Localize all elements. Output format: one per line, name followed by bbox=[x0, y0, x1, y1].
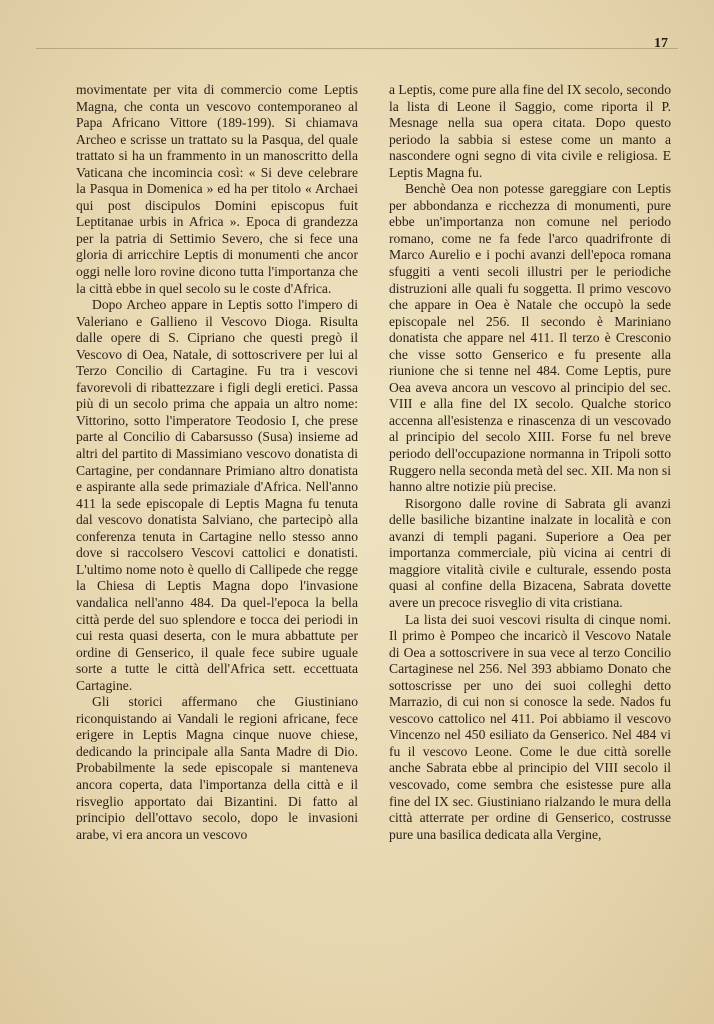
paragraph: a Leptis, come pure alla fine del IX secolo, secondo la lista di Leone il Saggio, come riporta il P. Mesnage nella sua opera citata. Dopo questo periodo la sabbia si estese come un manto a nascondere ogni segno di vita civile e religiosa. E Leptis Magna fu. bbox=[389, 82, 671, 180]
right-column bbox=[389, 82, 671, 843]
left-column bbox=[76, 82, 358, 843]
paragraph: Benchè Oea non potesse gareggiare con Leptis per abbondanza e ricchezza di monumenti, pure ebbe un'importanza non comune nel periodo romano, come ne fa fede l'arco quadrifronte di Marco Aurelio e i pochi avanzi dell'epoca romana sfuggiti a venti secoli illustri per le periodiche distruzioni alle quali fu soggetta. Il primo vescovo che appare in Oea è Natale che occupò la sede episcopale nel 256. Il secondo è Mariniano donatista che appare nel 411. Il terzo è Cresconio che visse sotto Genserico e fu presente alla riunione che si tenne nel 484. Come Leptis, pure Oea aveva ancora un vescovo al principio del sec. VIII e alla fine del IX secolo. Qualche storico accenna all'esistenza e rinascenza di un vescovado al principio del secolo XIII. Forse fu nel breve periodo dell'occupazione normanna in Tripoli sotto Ruggero nella seconda metà del sec. XII. Ma non si hanno altre notizie più precise. bbox=[389, 181, 671, 495]
paragraph: Gli storici affermano che Giustiniano riconquistando ai Vandali le regioni africane, fece erigere in Leptis Magna cinque nuove chiese, dedicando la principale alla Santa Madre di Dio. Probabilmente la sede episcopale si manteneva ancora coperta, data l'importanza della città e il risveglio apportato dai Bizantini. Di fatto al principio dell'ottavo secolo, dopo le invasioni arabe, vi era ancora un vescovo bbox=[76, 694, 358, 842]
page-number: 17 bbox=[654, 36, 668, 51]
paragraph: Dopo Archeo appare in Leptis sotto l'impero di Valeriano e Gallieno il Vescovo Dioga. Risulta dalle opere di S. Cipriano che questi pregò il Vescovo di Oea, Natale, di sottoscrivere per lui al Terzo Concilio di Cartagine. Fu tra i vescovi favorevoli di ribattezzare i figli degli eretici. Passa più di un secolo prima che appaia un altro nome: Vittorino, sotto l'imperatore Teodosio I, che prese parte al Concilio di Cabarsusso (Susa) insieme ad altri del partito di Massimiano vescovo donatista di Cartagine, per condannare Primiano altro donatista e aspirante alla sede primaziale d'Africa. Nell'anno 411 la sede episcopale di Leptis Magna fu tenuta dal vescovo donatista Salviano, che partecipò alla conferenza tenuta in Cartagine nello stesso anno dove si raccolsero Vescovi cattolici e donatisti. L'ultimo nome noto è quello di Callipede che regge la Chiesa di Leptis Magna dopo l'invasione vandalica nell'anno 484. Da quel-l'epoca la bella città perde del suo splendore e tocca dei periodi in cui resta quasi deserta, con le mura abbattute per ordine di Genserico, il quale fece subire uguale sorte a tutte le città dell'Africa sett. eccettuata Cartagine. bbox=[76, 297, 358, 693]
header-rule bbox=[36, 48, 678, 49]
paragraph: Risorgono dalle rovine di Sabrata gli avanzi delle basiliche bizantine inalzate in località e con avanzi di templi pagani. Superiore a Oea per importanza commerciale, più vicina ai centri di maggiore vitalità civile e culturale, essendo posta quasi al confine della Bizacena, Sabrata dovette avere un precoce risveglio di vita cristiana. bbox=[389, 495, 671, 610]
paragraph: movimentate per vita di commercio come Leptis Magna, che conta un vescovo contemporaneo al Papa Africano Vittore (189-199). Si chiamava Archeo e scrisse un trattato su la Pasqua, del quale trattato si ha un frammento in un manoscritto della Vaticana che incomincia così: « Si deve celebrare la Pasqua in Domenica » ed ha per titolo « Archaei qui post discipulos Domini episcopus fuit Leptitanae urbis in Africa ». Epoca di grandezza per la patria di Settimio Severo, che si fece una gloria di arricchire Leptis di monumenti che ancor oggi nelle loro rovine dicono tutta l'importanza che la città ebbe in quel secolo su le coste d'Africa. bbox=[76, 82, 358, 296]
paragraph: La lista dei suoi vescovi risulta di cinque nomi. Il primo è Pompeo che incaricò il Vescovo Natale di Oea a sottoscrivere in sua vece al terzo Concilio Cartaginese nel 256. Nel 393 abbiamo Donato che sottoscrisse per uno dei suoi colleghi detto Marrazio, di cui non si conosce la sede. Nados fu vescovo cattolico nel 411. Poi abbiamo il vescovo Vincenzo nel 450 esiliato da Genserico. Nel 484 vi fu il vescovo Leone. Come le due città sorelle anche Sabrata ebbe al principio del VIII secolo il vescovado, come sembra che esistesse pure alla fine del IX sec. Giustiniano rialzando le mura della città atterrate per ordine di Genserico, costrusse pure una basilica dedicata alla Vergine, bbox=[389, 611, 671, 842]
